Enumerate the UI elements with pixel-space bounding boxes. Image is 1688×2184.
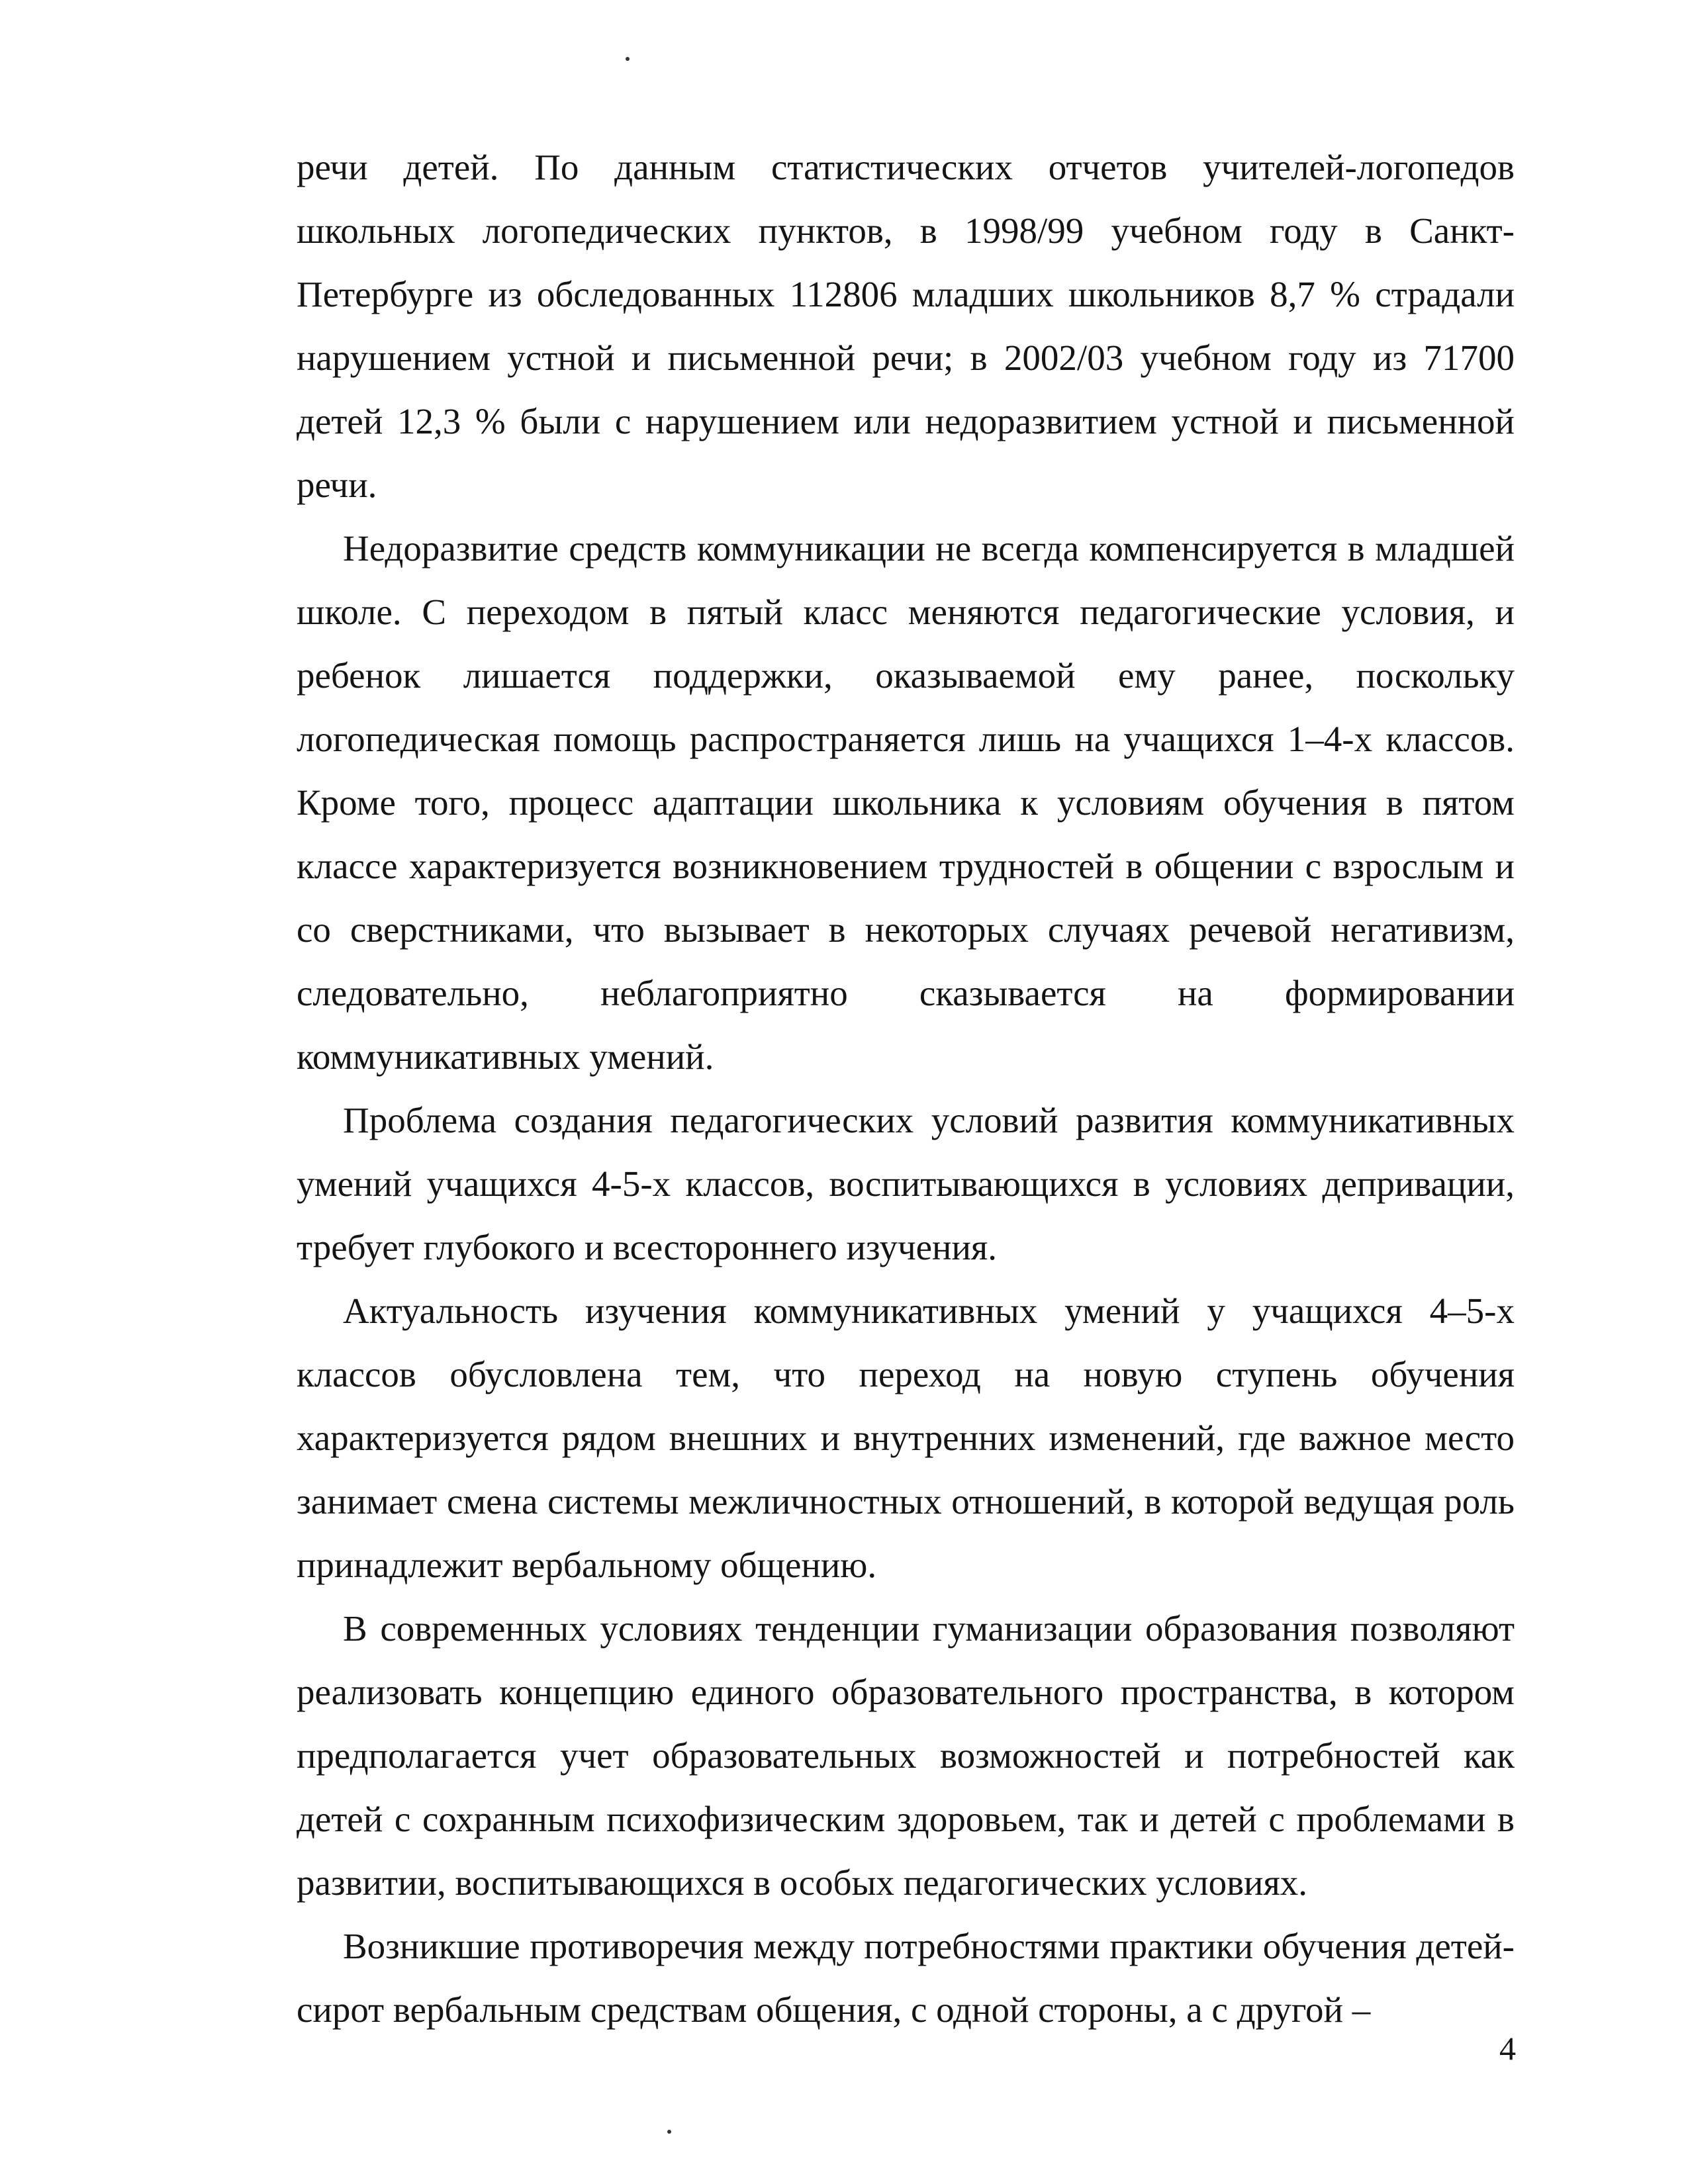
paragraph-6: Возникшие противоречия между потребностями практики обучения детей-сирот вербальным средствам общения, с одной стороны, а с другой – — [297, 1926, 1515, 2030]
page-number: 4 — [1499, 2030, 1516, 2067]
paragraph-2: Недоразвитие средств коммуникации не всегда компенсируется в младшей школе. С переходом в пятый класс меняются педагогические условия, и ребенок лишается поддержки, оказываемой ему ранее, поскольку логопедическая помощь распространяется лишь на учащихся 1–4-х классов. Кроме того, процесс адаптации школьника к условиям обучения в пятом классе характеризуется возникновением трудностей в общении с взрослым и со сверстниками, что вызывает в некоторых случаях речевой негативизм, следовательно, неблагоприятно сказывается на формировании коммуникативных умений. — [297, 528, 1515, 1077]
paragraph-4: Актуальность изучения коммуникативных умений у учащихся 4–5-х классов обусловлена тем, что переход на новую ступень обучения характеризуется рядом внешних и внутренних изменений, где важное место занимает смена системы межличностных отношений, в которой ведущая роль принадлежит вербальному общению. — [297, 1291, 1515, 1585]
scan-speck — [667, 2130, 671, 2134]
scan-speck — [626, 57, 630, 61]
paragraph-5: В современных условиях тенденции гуманизации образования позволяют реализовать концепцию единого образовательного пространства, в котором предполагается учет образовательных возможностей и потребностей как детей с сохранным психофизическим здоровьем, так и детей с проблемами в развитии, воспитывающихся в особых педагогических условиях. — [297, 1608, 1515, 1903]
body-text — [297, 136, 1515, 2042]
paragraph-3: Проблема создания педагогических условий развития коммуникативных умений учащихся 4-5-х классов, воспитывающихся в условиях депривации, требует глубокого и всестороннего изучения. — [297, 1100, 1515, 1267]
paragraph-1: речи детей. По данным статистических отчетов учителей-логопедов школьных логопедических пунктов, в 1998/99 учебном году в Санкт-Петербурге из обследованных 112806 младших школьников 8,7 % страдали нарушением устной и письменной речи; в 2002/03 учебном году из 71700 детей 12,3 % были с нарушением или недоразвитием устной и письменной речи. — [297, 147, 1515, 505]
